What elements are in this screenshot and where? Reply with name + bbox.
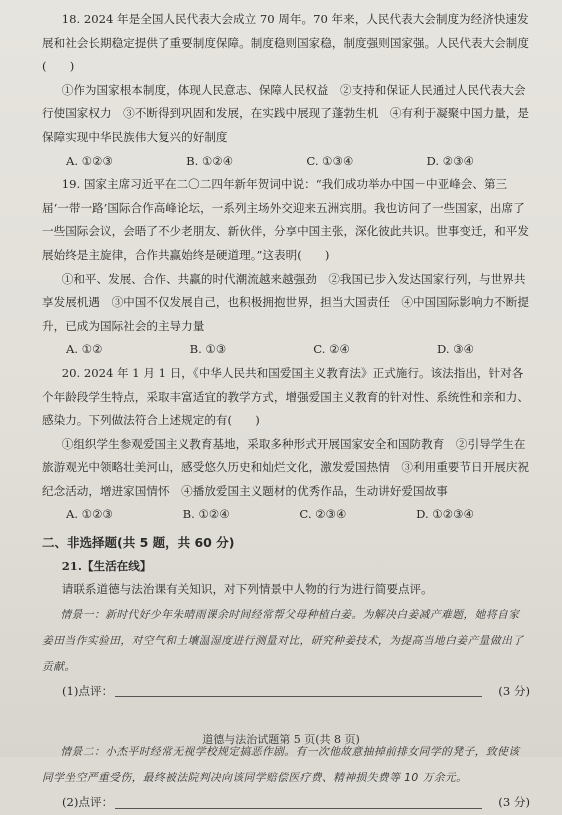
- answer1-label: (1)点评：: [62, 683, 114, 698]
- q19-option-a[interactable]: A. ①②: [66, 342, 103, 357]
- q18-option-d[interactable]: D. ②③④: [426, 153, 474, 168]
- q21-scene1: 情景一：新时代好少年朱晴雨课余时间经常帮父母种植白姜。为解决白姜减产难题，她将自家姜田当作实验田，对空气和土壤温湿度进行测量对比，研究种姜技术，为提高当地白姜产量做出了贡献。: [42, 607, 524, 673]
- q21-answer2-row: [42, 791, 530, 815]
- q20-option-d[interactable]: D. ①②③④: [416, 507, 474, 522]
- q19-option-d[interactable]: D. ③④: [436, 342, 474, 357]
- q20-option-b[interactable]: B. ①②④: [182, 507, 230, 522]
- q19-option-c[interactable]: C. ②④: [313, 342, 350, 357]
- q20-stem: 20. 2024 年 1 月 1 日，《中华人民共和国爱国主义教育法》正式施行。该法指出，针对各个年龄段学生特点，采取丰富适宜的教学方式，增强爱国主义教育的针对性、系统性和亲和力、感染力。下列做法符合上述规定的有( ): [42, 365, 529, 428]
- q21-answer1-row: [42, 680, 530, 704]
- q20-option-a[interactable]: A. ①②③: [66, 507, 113, 522]
- answer2-line[interactable]: [115, 808, 482, 809]
- q18-option-b[interactable]: B. ①②④: [186, 153, 234, 168]
- q20-options: [42, 503, 530, 527]
- q19-option-b[interactable]: B. ①③: [189, 342, 227, 357]
- exam-content: [42, 8, 530, 815]
- q20-statements: ①组织学生参观爱国主义教育基地，采取多种形式开展国家安全和国防教育 ②引导学生在旅游观光中领略壮美河山，感受悠久历史和灿烂文化，激发爱国热情 ③利用重要节日开展庆祝纪念活动，增进家国情怀 ④播放爱国主义题材的优秀作品，生动讲好爱国故事: [42, 436, 529, 498]
- q21-intro: 请联系道德与法治课有关知识，对下列情景中人物的行为进行简要点评。: [61, 582, 433, 597]
- answer2-label: (2)点评：: [62, 795, 114, 810]
- q21-heading: 21.【生活在线】: [61, 558, 152, 573]
- answer1-line[interactable]: [115, 696, 482, 697]
- answer1-score: (3 分): [498, 683, 530, 698]
- q18-options: [42, 150, 530, 174]
- q19-statements: ①和平、发展、合作、共赢的时代潮流越来越强劲 ②我国已步入发达国家行列，与世界共享发展机遇 ③中国不仅发展自己，也积极拥抱世界，担当大国责任 ④中国国际影响力不断提升，已成为国际社会的主导力量: [42, 271, 529, 333]
- q18-option-a[interactable]: A. ①②③: [66, 153, 113, 168]
- q18-stem: 18. 2024 年是全国人民代表大会成立 70 周年。70 年来，人民代表大会制度为经济快速发展和社会长期稳定提供了重要制度保障。制度稳则国家稳，制度强则国家强。人民代表大会制度( ): [42, 12, 529, 74]
- page-footer: 道德与法治试题第 5 页(共 8 页): [202, 733, 360, 746]
- q19-options: [42, 338, 530, 362]
- q18-option-c[interactable]: C. ①③④: [306, 153, 354, 168]
- q20-option-c[interactable]: C. ②③④: [299, 507, 347, 522]
- q21-scene2: 情景二：小杰平时经常无视学校规定搞恶作剧。有一次他故意抽掉前排女同学的凳子，致使该同学坐空严重受伤，最终被法院判决向该同学赔偿医疗费、精神损失费等 10 万余元。: [42, 745, 520, 785]
- section-title: 二、非选择题(共 5 题，共 60 分): [42, 535, 235, 551]
- q18-statements: ①作为国家根本制度，体现人民意志、保障人民权益 ②支持和保证人民通过人民代表大会行使国家权力 ③不断得到巩固和发展，在实践中展现了蓬勃生机 ④有利于凝聚中国力量，是保障实现中华民族伟大复兴的好制度: [42, 82, 529, 144]
- answer2-score: (3 分): [498, 795, 530, 810]
- q19-stem: 19. 国家主席习近平在二〇二四年新年贺词中说：“我们成功举办中国－中亚峰会、第三届‘一带一路’国际合作高峰论坛，一系列主场外交迎来五洲宾朋。我也访问了一些国家，出席了一些国际会议，会晤了不少老朋友、新伙伴，分享中国主张，深化彼此共识。世事变迁，和平发展始终是主旋律，合作共赢始终是硬道理。”这表明( ): [42, 177, 529, 262]
